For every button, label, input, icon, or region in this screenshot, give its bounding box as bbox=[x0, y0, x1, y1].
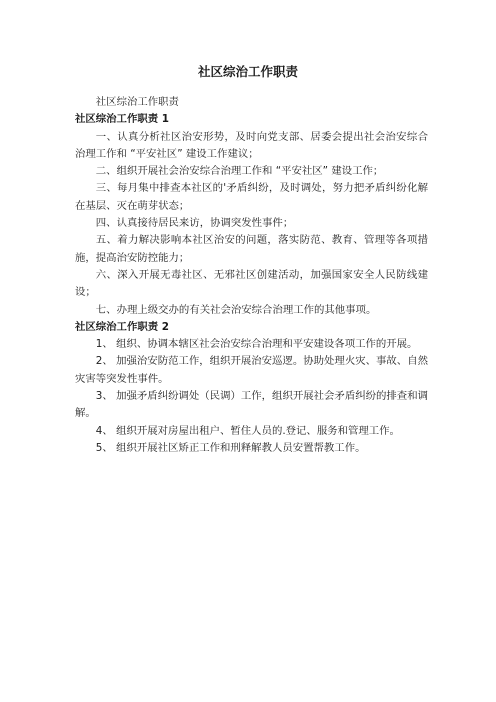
document-title: 社区综治工作职责 bbox=[197, 64, 298, 79]
section-heading-2: 社区综治工作职责 2 bbox=[75, 320, 169, 333]
duty-item: 3、 加强矛盾纠纷调处（民调）工作，组织开展社会矛盾纠纷的排查和调解。 bbox=[75, 390, 428, 420]
section-heading-1: 社区综治工作职责 1 bbox=[75, 113, 169, 126]
duty-item: 三、每月集中排查本社区的'矛盾纠纷，及时调处，努力把矛盾纠纷化解在基层、灭在萌芽状态； bbox=[75, 182, 428, 212]
duty-item: 二、组织开展社会治安综合治理工作和 “平安社区” 建设工作； bbox=[95, 165, 384, 178]
duty-item: 六、深入开展无毒社区、无邪社区创建活动，加强国家安全人民防线建设； bbox=[75, 268, 428, 299]
duty-item: 四、认真接待居民来访，协调突发性事件； bbox=[95, 217, 294, 230]
duty-item: 4、 组织开展对房屋出租户、暂住人员的.登记、服务和管理工作。 bbox=[95, 424, 400, 437]
duty-item: 七、办理上级交办的有关社会治安综合治理工作的其他事项。 bbox=[95, 303, 377, 316]
document-body bbox=[75, 94, 428, 457]
duty-item: 一、认真分析社区治安形势，及时向党支部、居委会提出社会治安综合治理工作和 “平安社区” 建设工作建议； bbox=[75, 130, 428, 160]
duty-item: 5、 组织开展社区矫正工作和刑释解教人员安置帮教工作。 bbox=[95, 441, 366, 454]
duty-item: 1、 组织、协调本辖区社会治安综合治理和平安建设各项工作的开展。 bbox=[95, 338, 418, 351]
duty-item: 2、 加强治安防范工作，组织开展治安巡逻。协助处理火灾、事故、自然灾害等突发性事件。 bbox=[75, 355, 428, 385]
duty-item: 五、着力解决影响本社区治安的问题，落实防范、教育、管理等各项措施，提高治安防控能力； bbox=[75, 234, 428, 264]
document-subtitle: 社区综治工作职责 bbox=[95, 96, 179, 108]
